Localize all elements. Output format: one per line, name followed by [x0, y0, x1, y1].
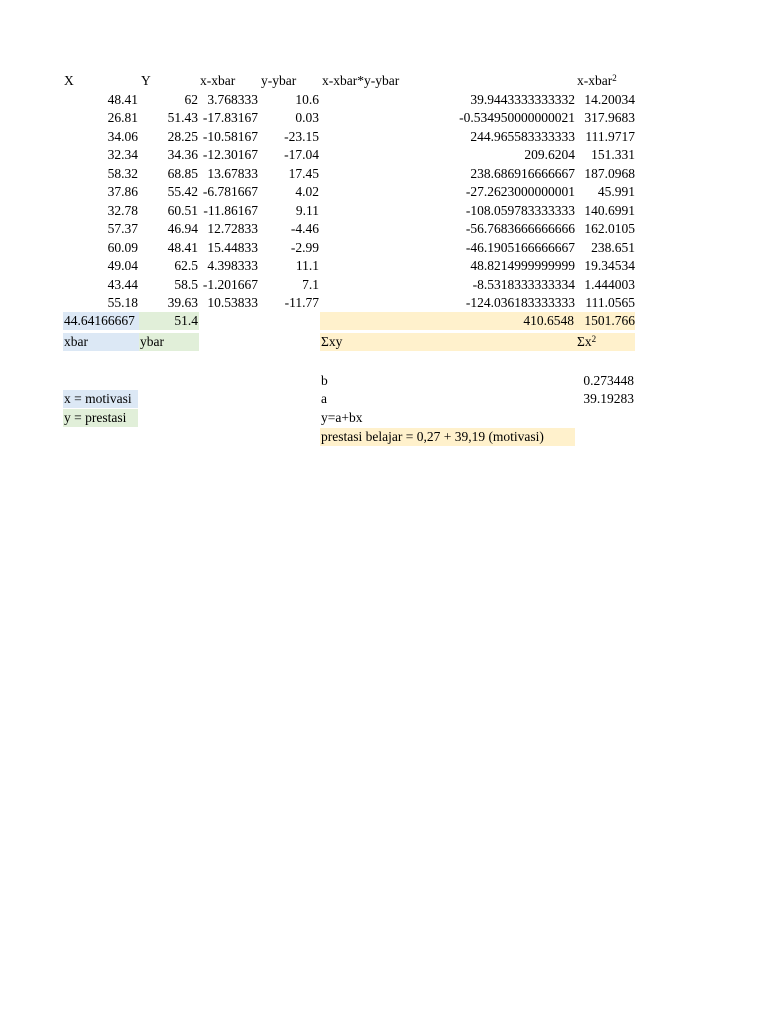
cell-product: -56.7683666666666 — [465, 221, 575, 237]
cell-x-xbar: 13.67833 — [207, 165, 258, 181]
xbar-label: xbar — [63, 333, 139, 351]
cell-y: 48.41 — [167, 239, 198, 255]
cell-x-xbar: -1.201667 — [202, 276, 258, 292]
cell-x-xbar-squared: 151.331 — [591, 147, 635, 163]
cell-y: 68.85 — [167, 165, 198, 181]
cell-y-ybar: 17.45 — [288, 165, 319, 181]
cell-x-xbar: 15.44833 — [207, 239, 258, 255]
a-label: a — [321, 391, 327, 406]
cell-x-xbar: 4.398333 — [207, 258, 258, 274]
xbar-value: 44.64166667 — [63, 312, 140, 330]
header-x: X — [64, 73, 74, 88]
cell-product: 244.965583333333 — [470, 128, 575, 144]
cell-y: 28.25 — [167, 128, 198, 144]
cell-x-xbar-squared: 1.444003 — [584, 276, 635, 292]
cell-x: 37.86 — [107, 184, 138, 200]
cell-x-xbar-squared: 111.0565 — [585, 294, 635, 310]
cell-x: 32.78 — [107, 202, 138, 218]
legend-x: x = motivasi — [63, 390, 138, 408]
cell-y: 62 — [184, 92, 198, 107]
cell-y-ybar: 0.03 — [295, 110, 319, 126]
cell-x: 32.34 — [107, 147, 138, 163]
cell-product: -108.059783333333 — [465, 202, 575, 218]
cell-product: -0.534950000000021 — [459, 110, 575, 126]
header-product: x-xbar*y-ybar — [322, 73, 400, 88]
cell-y: 51.43 — [167, 110, 198, 126]
cell-x-xbar: 12.72833 — [207, 221, 258, 237]
cell-x: 55.18 — [107, 294, 138, 310]
cell-y-ybar: -2.99 — [290, 239, 319, 255]
cell-y-ybar: 9.11 — [295, 202, 319, 218]
cell-x-xbar: -12.30167 — [202, 147, 258, 163]
cell-x-xbar: 10.53833 — [207, 294, 258, 310]
cell-x-xbar: -6.781667 — [202, 184, 258, 200]
sum-xy-value: 410.6548 — [320, 312, 575, 330]
cell-x: 43.44 — [107, 276, 138, 292]
a-value: 39.19283 — [583, 391, 634, 406]
ybar-value: 51.4 — [139, 312, 199, 330]
cell-x-xbar-squared: 45.991 — [597, 184, 635, 200]
header-x-xbar: x-xbar — [200, 73, 236, 88]
cell-product: -46.1905166666667 — [465, 239, 575, 255]
cell-product: 238.686916666667 — [470, 165, 575, 181]
cell-product: 209.6204 — [524, 147, 575, 163]
cell-x-xbar-squared: 111.9717 — [585, 128, 635, 144]
header-y-ybar: y-ybar — [261, 73, 297, 88]
cell-x: 48.41 — [107, 92, 138, 107]
header-x-xbar-squared: x-xbar$^2$ — [577, 73, 617, 88]
cell-y: 34.36 — [167, 147, 198, 163]
cell-x-xbar-squared: 140.6991 — [584, 202, 635, 218]
sum-xy-label: Σxy — [320, 333, 575, 351]
regression-formula: y=a+bx — [321, 410, 363, 425]
cell-y-ybar: -23.15 — [284, 128, 319, 144]
cell-x-xbar: 3.768333 — [207, 92, 258, 107]
sum-x2-value: 1501.766 — [575, 312, 635, 330]
cell-y-ybar: 7.1 — [302, 276, 319, 292]
cell-y: 60.51 — [167, 202, 198, 218]
cell-x: 58.32 — [107, 165, 138, 181]
cell-y-ybar: -17.04 — [284, 147, 319, 163]
b-value: 0.273448 — [583, 373, 634, 388]
cell-x-xbar: -10.58167 — [202, 128, 258, 144]
cell-y: 39.63 — [167, 294, 198, 310]
cell-x: 57.37 — [107, 221, 138, 237]
cell-product: 48.8214999999999 — [470, 258, 575, 274]
cell-x-xbar-squared: 187.0968 — [584, 165, 635, 181]
cell-y: 46.94 — [167, 221, 198, 237]
cell-y: 58.5 — [174, 276, 198, 292]
ybar-label: ybar — [139, 333, 199, 351]
sum-x2-label: $\Sigma x^2$ — [575, 333, 635, 351]
legend-y: y = prestasi — [63, 409, 138, 427]
cell-y-ybar: 10.6 — [295, 92, 319, 107]
regression-equation: prestasi belajar = 0,27 + 39,19 (motivasi) — [320, 428, 575, 446]
cell-x: 49.04 — [107, 258, 138, 274]
cell-y: 62.5 — [174, 258, 198, 274]
cell-y: 55.42 — [167, 184, 198, 200]
cell-product: -124.036183333333 — [465, 294, 575, 310]
cell-x-xbar-squared: 317.9683 — [584, 110, 635, 126]
header-y: Y — [141, 73, 151, 88]
cell-x-xbar-squared: 19.34534 — [584, 258, 635, 274]
cell-x-xbar-squared: 238.651 — [591, 239, 635, 255]
cell-x-xbar-squared: 162.0105 — [584, 221, 635, 237]
cell-product: 39.9443333333332 — [470, 92, 575, 107]
cell-y-ybar: 4.02 — [295, 184, 319, 200]
cell-y-ybar: -4.46 — [290, 221, 319, 237]
cell-x-xbar-squared: 14.20034 — [584, 92, 635, 107]
cell-y-ybar: -11.77 — [284, 294, 319, 310]
cell-product: -27.2623000000001 — [465, 184, 575, 200]
cell-product: -8.5318333333334 — [472, 276, 575, 292]
cell-y-ybar: 11.1 — [295, 258, 319, 274]
cell-x-xbar: -17.83167 — [202, 110, 258, 126]
b-label: b — [321, 373, 328, 388]
cell-x: 26.81 — [107, 110, 138, 126]
cell-x: 34.06 — [107, 128, 138, 144]
cell-x: 60.09 — [107, 239, 138, 255]
cell-x-xbar: -11.86167 — [203, 202, 258, 218]
